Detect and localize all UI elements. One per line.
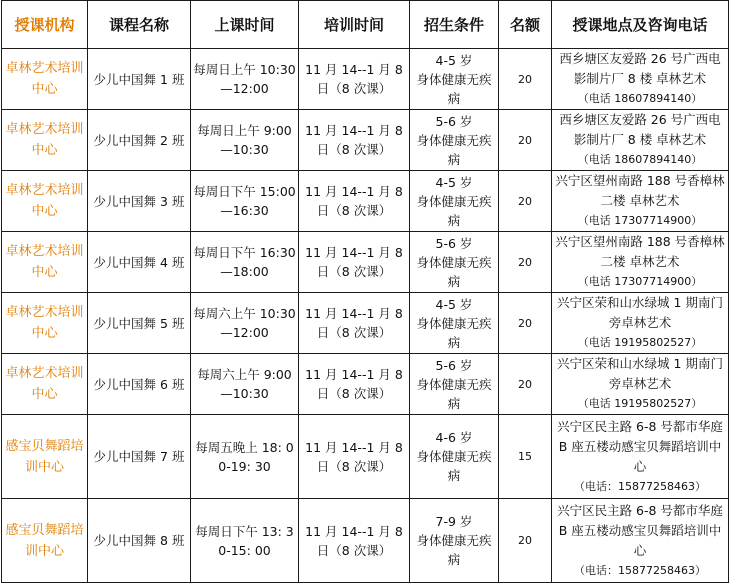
class-time-cell: 每周六上午 9:00—10:30 [191,354,299,415]
health-requirement: 身体健康无疾病 [416,376,492,411]
phone: （电话 18607894140） [577,153,703,166]
table-row [2,110,729,171]
training-period-cell: 11 月 14--1 月 8 日（8 次课） [299,171,410,232]
address: 兴宁区民主路 6-8 号都市华庭 B 座五楼动感宝贝舞蹈培训中心 [557,418,723,474]
phone: （电话 19195802527） [577,336,703,349]
header-training-time: 培训时间 [299,1,410,49]
health-requirement: 身体健康无疾病 [416,449,492,483]
location-cell [552,499,729,583]
health-requirement: 身体健康无疾病 [416,193,492,228]
course-cell: 少儿中国舞 3 班 [88,171,191,232]
quota-cell: 20 [499,354,552,415]
org-cell: 卓林艺术培训中心 [2,293,88,354]
conditions-cell [410,499,499,583]
location-cell [552,232,729,293]
health-requirement: 身体健康无疾病 [416,71,492,106]
class-time-cell: 每周日下午 13: 30-15: 00 [191,499,299,583]
age-range: 5-6 岁 [435,235,473,251]
quota-cell: 20 [499,171,552,232]
age-range: 7-9 岁 [435,514,473,529]
conditions-cell [410,293,499,354]
course-schedule-table [1,0,729,583]
class-time-cell: 每周六上午 10:30—12:00 [191,293,299,354]
training-period-cell: 11 月 14--1 月 8 日（8 次课） [299,499,410,583]
age-range: 4-5 岁 [435,52,473,68]
address: 兴宁区望州南路 188 号香樟林二楼 卓林艺术 [555,234,725,269]
course-cell: 少儿中国舞 2 班 [88,110,191,171]
phone: （电话 18607894140） [577,92,703,105]
location-cell [552,293,729,354]
org-cell: 卓林艺术培训中心 [2,49,88,110]
age-range: 5-6 岁 [435,113,473,129]
quota-cell: 20 [499,293,552,354]
conditions-cell [410,415,499,499]
org-cell: 卓林艺术培训中心 [2,232,88,293]
org-cell: 卓林艺术培训中心 [2,171,88,232]
training-period-cell: 11 月 14--1 月 8 日（8 次课） [299,49,410,110]
course-cell: 少儿中国舞 7 班 [88,415,191,499]
course-cell: 少儿中国舞 1 班 [88,49,191,110]
course-cell: 少儿中国舞 6 班 [88,354,191,415]
conditions-cell [410,354,499,415]
org-cell: 卓林艺术培训中心 [2,354,88,415]
header-quota: 名额 [499,1,552,49]
phone: （电话 17307714900） [577,275,703,288]
header-org: 授课机构 [2,1,88,49]
phone: （电话：15877258463） [574,479,706,493]
quota-cell: 20 [499,232,552,293]
health-requirement: 身体健康无疾病 [416,132,492,167]
address: 兴宁区望州南路 188 号香樟林二楼 卓林艺术 [555,173,725,208]
address: 西乡塘区友爱路 26 号广西电影制片厂 8 楼 卓林艺术 [559,112,721,147]
training-period-cell: 11 月 14--1 月 8 日（8 次课） [299,354,410,415]
training-period-cell: 11 月 14--1 月 8 日（8 次课） [299,293,410,354]
table-row [2,499,729,583]
org-cell: 卓林艺术培训中心 [2,110,88,171]
table-row [2,354,729,415]
health-requirement: 身体健康无疾病 [416,315,492,350]
header-class-time: 上课时间 [191,1,299,49]
location-cell [552,110,729,171]
header-conditions: 招生条件 [410,1,499,49]
training-period-cell: 11 月 14--1 月 8 日（8 次课） [299,415,410,499]
training-period-cell: 11 月 14--1 月 8 日（8 次课） [299,232,410,293]
table-row [2,171,729,232]
org-cell: 感宝贝舞蹈培训中心 [2,499,88,583]
course-cell: 少儿中国舞 5 班 [88,293,191,354]
org-cell: 感宝贝舞蹈培训中心 [2,415,88,499]
location-cell [552,171,729,232]
training-period-cell: 11 月 14--1 月 8 日（8 次课） [299,110,410,171]
table-row [2,415,729,499]
conditions-cell [410,171,499,232]
age-range: 4-5 岁 [435,174,473,190]
header-row [2,1,729,49]
address: 兴宁区荣和山水绿城 1 期南门旁卓林艺术 [557,295,723,330]
conditions-cell [410,110,499,171]
class-time-cell: 每周五晚上 18: 00-19: 30 [191,415,299,499]
health-requirement: 身体健康无疾病 [416,254,492,289]
quota-cell: 20 [499,499,552,583]
conditions-cell [410,49,499,110]
class-time-cell: 每周日上午 9:00—10:30 [191,110,299,171]
phone: （电话：15877258463） [574,563,706,577]
table-row [2,49,729,110]
quota-cell: 20 [499,49,552,110]
quota-cell: 15 [499,415,552,499]
class-time-cell: 每周日下午 15:00—16:30 [191,171,299,232]
health-requirement: 身体健康无疾病 [416,533,492,567]
table-row [2,293,729,354]
location-cell [552,354,729,415]
address: 兴宁区民主路 6-8 号都市华庭 B 座五楼动感宝贝舞蹈培训中心 [557,502,723,558]
header-location: 授课地点及咨询电话 [552,1,729,49]
age-range: 4-6 岁 [435,430,473,445]
quota-cell: 20 [499,110,552,171]
age-range: 5-6 岁 [435,357,473,373]
address: 西乡塘区友爱路 26 号广西电影制片厂 8 楼 卓林艺术 [559,51,721,86]
phone: （电话 19195802527） [577,397,703,410]
table-row [2,232,729,293]
class-time-cell: 每周日上午 10:30—12:00 [191,49,299,110]
age-range: 4-5 岁 [435,296,473,312]
location-cell [552,49,729,110]
header-course: 课程名称 [88,1,191,49]
course-cell: 少儿中国舞 4 班 [88,232,191,293]
course-cell: 少儿中国舞 8 班 [88,499,191,583]
address: 兴宁区荣和山水绿城 1 期南门旁卓林艺术 [557,356,723,391]
class-time-cell: 每周日下午 16:30—18:00 [191,232,299,293]
phone: （电话 17307714900） [577,214,703,227]
location-cell [552,415,729,499]
conditions-cell [410,232,499,293]
